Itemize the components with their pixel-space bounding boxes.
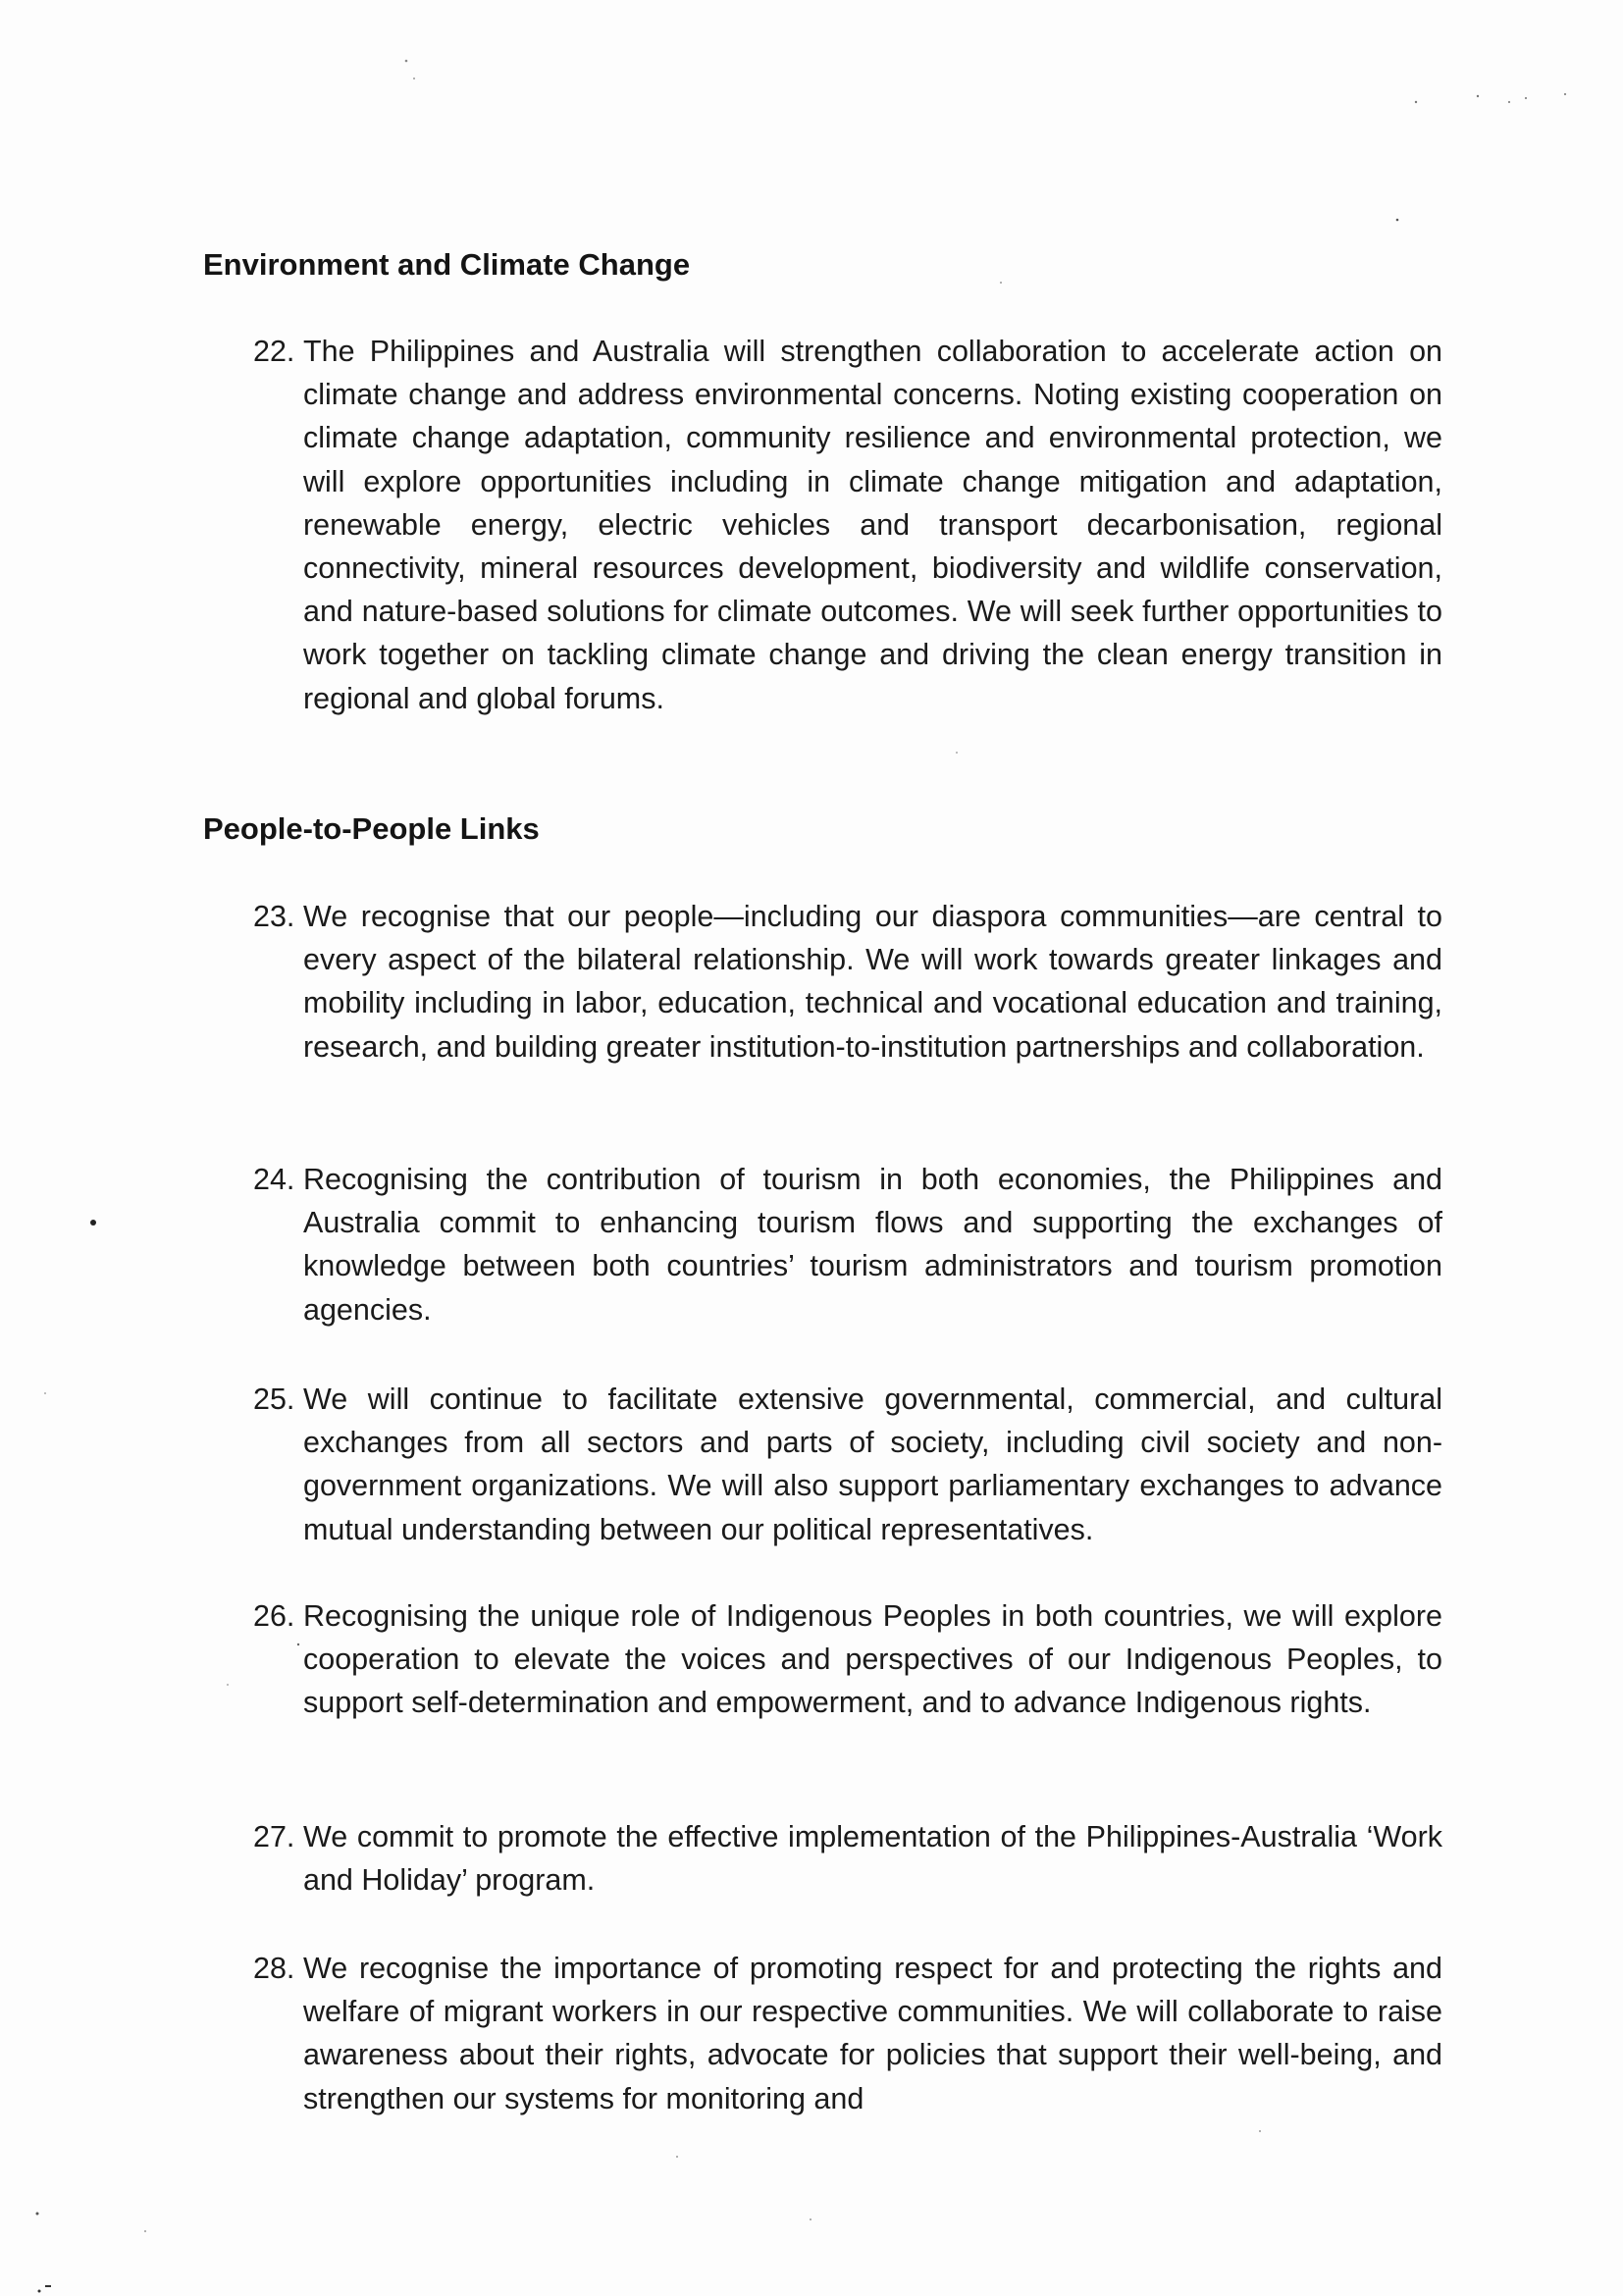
paragraph-text: Recognising the contribution of tourism in both economies, the Philippines and Australia commit to enhancing tourism flows and supporting the exchanges of knowledge between both countries’ tourism administrators and tourism promotion agencies. xyxy=(303,1163,1442,1327)
paragraph-23 xyxy=(253,895,1442,1069)
paragraph-text: Recognising the unique role of Indigenous Peoples in both countries, we will explore cooperation to elevate the voices and perspectives of our Indigenous Peoples, to support self-determination and empowerment, and to advance Indigenous rights. xyxy=(303,1599,1442,1720)
paragraph-number: 26. xyxy=(253,1599,295,1633)
paragraph-text: The Philippines and Australia will strengthen collaboration to accelerate action on climate change and address environmental concerns. Noting existing cooperation on climate change adaptation, community resilience and environmental protection, we will explore opportunities including in climate change mitigation and adaptation, renewable energy, electric vehicles and transport decarbonisation, regional connectivity, mineral resources development, biodiversity and wildlife conservation, and nature-based solutions for climate outcomes. We will seek further opportunities to work together on tackling climate change and driving the clean energy transition in regional and global forums. xyxy=(303,335,1442,715)
paragraph-text: We recognise that our people—including our diaspora communities—are central to every aspect of the bilateral relationship. We will work towards greater linkages and mobility including in labor, education, technical and vocational education and training, research, and building greater institution-to-institution partnerships and collaboration. xyxy=(303,900,1442,1064)
paragraph-25 xyxy=(253,1378,1442,1551)
paragraph-26 xyxy=(253,1594,1442,1725)
paragraph-22 xyxy=(253,330,1442,720)
section-heading-environment: Environment and Climate Change xyxy=(203,247,691,282)
section-heading-people-to-people: People-to-People Links xyxy=(203,811,540,846)
paragraph-number: 23. xyxy=(253,900,295,933)
paragraph-text: We will continue to facilitate extensive governmental, commercial, and cultural exchanges from all sectors and parts of society, including civil society and non-government organizations. We will also support parliamentary exchanges to advance mutual understanding between our political representatives. xyxy=(303,1383,1442,1546)
paragraph-number: 24. xyxy=(253,1163,295,1196)
paragraph-number: 27. xyxy=(253,1820,295,1853)
paragraph-number: 22. xyxy=(253,335,295,368)
paragraph-number: 28. xyxy=(253,1952,295,1985)
paragraph-text: We recognise the importance of promoting respect for and protecting the rights and welfare of migrant workers in our respective communities. We will collaborate to raise awareness about their rights, advocate for policies that support their well-being, and strengthen our systems for monitoring and xyxy=(303,1952,1442,2115)
paragraph-27 xyxy=(253,1815,1442,1902)
paragraph-28 xyxy=(253,1947,1442,2120)
paragraph-text: We commit to promote the effective implementation of the Philippines-Australia ‘Work and Holiday’ program. xyxy=(303,1820,1442,1898)
paragraph-number: 25. xyxy=(253,1383,295,1416)
paragraph-24 xyxy=(253,1158,1442,1331)
